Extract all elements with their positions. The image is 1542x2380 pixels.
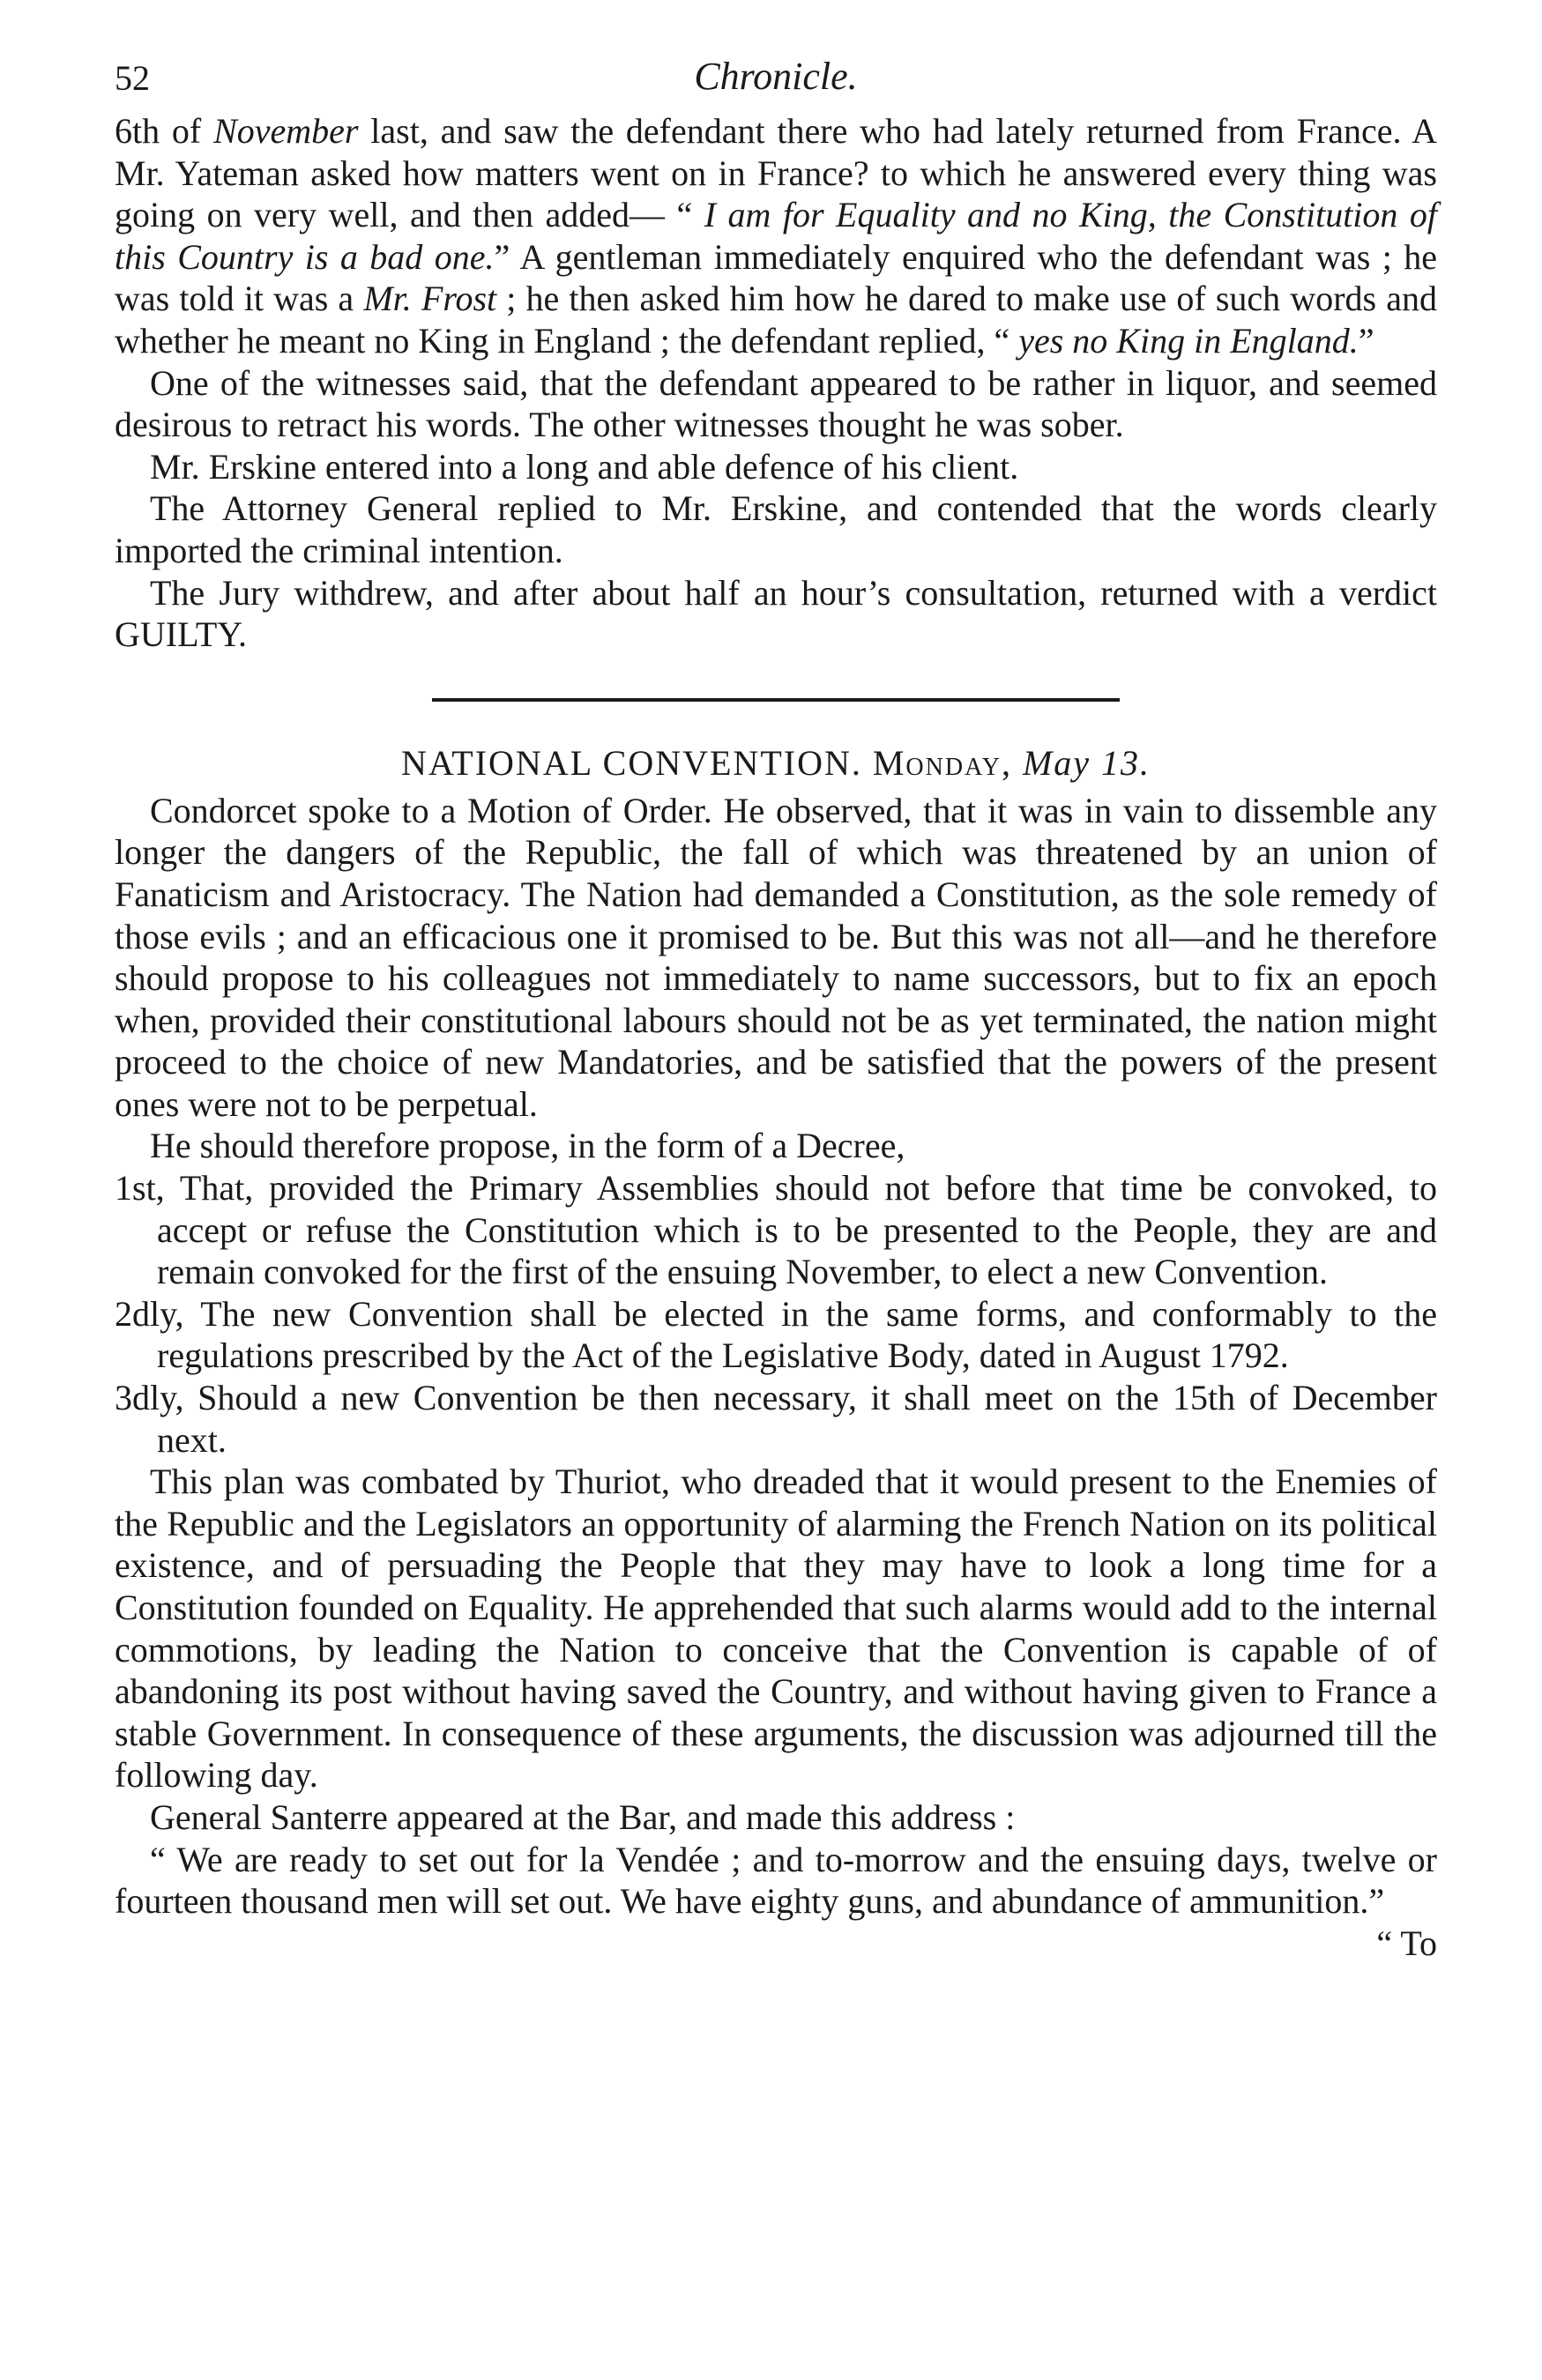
trial-paragraph-1-run: ” bbox=[1358, 320, 1374, 361]
decree-item-1: 1st, That, provided the Primary Assemblies should not before that time be convoked, to accept or refuse the Constitution which is to be presented to the People, they are and remain convoked for the first of the ensuing November, to elect a new Convention. bbox=[115, 1168, 1437, 1292]
page-number: 52 bbox=[115, 58, 150, 98]
convention-paragraph-3: This plan was combated by Thuriot, who dreaded that it would present to the Enemies of the Republic and the Legislators an opportunity of alarming the French Nation on its political existence, and of persuading the People that they may have to look a long time for a Constitution founded on Equality. He apprehended that such alarms would add to the internal commotions, by leading the Nation to conceive that the Convention is capable of of abandoning its post without having saved the Country, and without having given to France a stable Government. In consequence of these arguments, the discussion was adjourned till the following day. bbox=[115, 1461, 1437, 1796]
decree-item-2: 2dly, The new Convention shall be elected in the same forms, and conformably to the regulations prescribed by the Act of the Legislative Body, dated in August 1792. bbox=[115, 1293, 1437, 1376]
trial-paragraph-1-run: I am for Equality and no King, the Constitution of this Country is a bad one. bbox=[115, 195, 1438, 277]
trial-paragraph-4: The Attorney General replied to Mr. Erskine, and contended that the words clearly imported the criminal intention. bbox=[115, 488, 1437, 570]
trial-paragraph-1-run: 6th of bbox=[115, 111, 214, 151]
page-header bbox=[115, 48, 1437, 110]
section-title-main: NATIONAL CONVENTION. bbox=[400, 742, 862, 783]
page bbox=[115, 48, 1437, 1964]
trial-paragraph-1-run: last, and saw the defendant there who had lately returned from France. A Mr. Yateman asked how matters went on in France? to which he answered every thing was going on very well, and then added— “ bbox=[115, 111, 1438, 235]
trial-paragraph-2: One of the witnesses said, that the defendant appeared to be rather in liquor, and seemed desirous to retract his words. The other witnesses thought he was sober. bbox=[115, 362, 1437, 445]
convention-paragraph-5: “ We are ready to set out for la Vendée ; and to-morrow and the ensuing days, twelve or fourteen thousand men will set out. We have eighty guns, and abundance of ammunition.” bbox=[115, 1839, 1437, 1922]
trial-report bbox=[115, 110, 1437, 656]
trial-paragraph-1-run: ; he then asked him how he dared to make use of such words and whether he meant no King in England ; the defendant replied, “ bbox=[115, 279, 1437, 361]
catchword: “ To bbox=[1376, 1923, 1437, 1963]
decree-item-3: 3dly, Should a new Convention be then necessary, it shall meet on the 15th of December next. bbox=[115, 1378, 1437, 1460]
convention-paragraph-4: General Santerre appeared at the Bar, and made this address : bbox=[150, 1796, 1016, 1837]
trial-paragraph-1-run: November bbox=[213, 111, 359, 151]
trial-paragraph-1-run: ” A gentleman immediately enquired who the defendant was ; he was told it was a bbox=[115, 236, 1437, 319]
convention-report bbox=[115, 790, 1437, 1923]
section-divider bbox=[432, 698, 1120, 702]
section-title-day: Monday, bbox=[872, 742, 1012, 783]
trial-paragraph-3: Mr. Erskine entered into a long and able defence of his client. bbox=[150, 446, 1019, 487]
trial-paragraph-1 bbox=[115, 110, 1437, 362]
section-title bbox=[115, 740, 1437, 786]
section-title-date: May 13. bbox=[1022, 742, 1151, 783]
trial-paragraph-1-run: Mr. Frost bbox=[363, 279, 497, 319]
trial-paragraph-1-run: yes no King in England. bbox=[1018, 320, 1359, 361]
convention-paragraph-1: Condorcet spoke to a Motion of Order. He observed, that it was in vain to dissemble any longer the dangers of the Republic, the fall of which was threatened by an union of Fanaticism and Aristocracy. The Nation had demanded a Constitution, as the sole remedy of those evils ; and an efficacious one it promised to be. But this was not all—and he therefore should propose to his colleagues not immediately to name successors, but to fix an epoch when, provided their constitutional labours should not be as yet terminated, the nation might proceed to the choice of new Mandatories, and be satisfied that the powers of the present ones were not to be perpetual. bbox=[115, 790, 1437, 1124]
running-head: Chronicle. bbox=[694, 55, 858, 98]
convention-paragraph-2: He should therefore propose, in the form of a Decree, bbox=[150, 1126, 905, 1166]
trial-paragraph-5: The Jury withdrew, and after about half an hour’s consultation, returned with a verdict GUILTY. bbox=[115, 572, 1437, 655]
